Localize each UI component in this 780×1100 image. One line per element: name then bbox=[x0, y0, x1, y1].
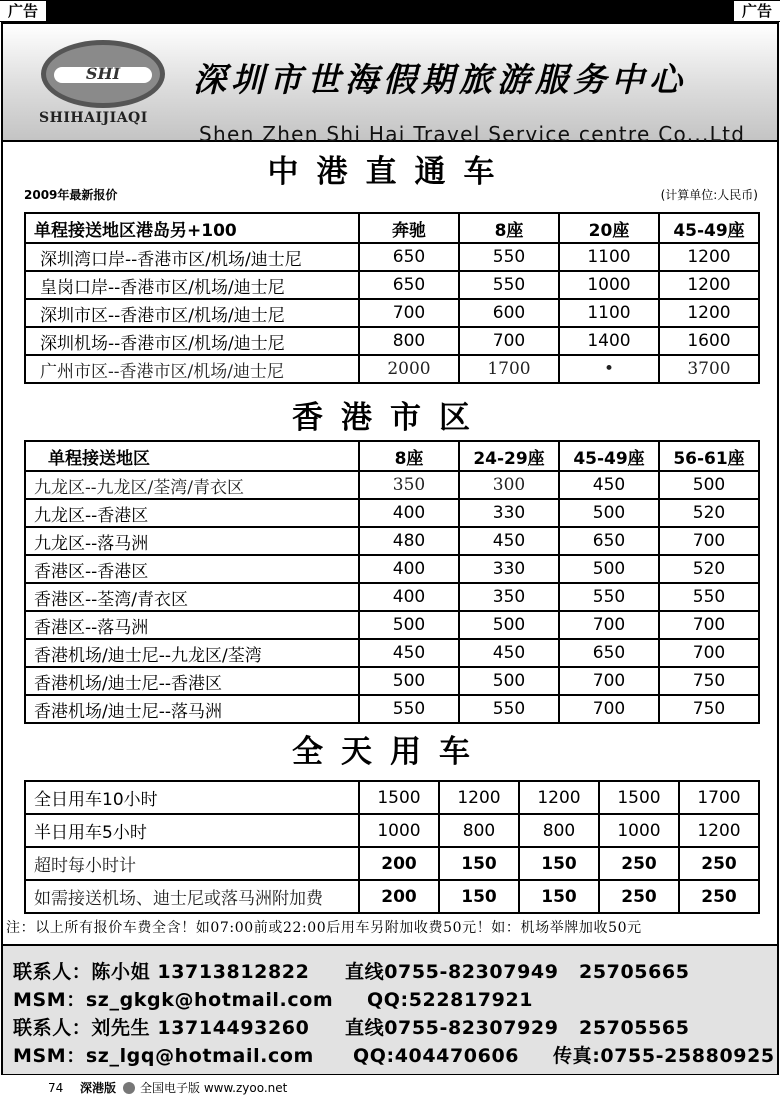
price-cell: 500 bbox=[459, 667, 559, 695]
table-row bbox=[25, 695, 759, 723]
price-cell: 800 bbox=[439, 814, 519, 847]
table-header-row bbox=[25, 441, 759, 471]
price-cell: 400 bbox=[359, 499, 459, 527]
price-cell: 250 bbox=[679, 880, 759, 913]
price-cell: 550 bbox=[459, 695, 559, 723]
contact-person-1: 联系人：陈小姐 13713812822 bbox=[13, 961, 310, 983]
ad-label-left: 广告 bbox=[0, 1, 46, 21]
price-cell: 800 bbox=[359, 327, 459, 355]
edition-label: 深港版 bbox=[80, 1081, 117, 1095]
table-header-cell: 20座 bbox=[559, 213, 659, 243]
table-header-cell: 56-61座 bbox=[659, 441, 759, 471]
table-row bbox=[25, 271, 759, 299]
route-cell: 九龙区--落马洲 bbox=[25, 527, 359, 555]
price-cell: 1200 bbox=[519, 781, 599, 814]
price-cell: 520 bbox=[659, 499, 759, 527]
price-cell: 400 bbox=[359, 583, 459, 611]
price-cell: 700 bbox=[359, 299, 459, 327]
route-cell: 如需接送机场、迪士尼或落马洲附加费 bbox=[25, 880, 359, 913]
price-notice: 注：以上所有报价车费全含！如07:00前或22:00后用车另附加收费50元！如：机场举牌加收50元 bbox=[6, 920, 642, 936]
section-title-hk-urban: 香港市区 bbox=[292, 400, 488, 436]
price-cell: 500 bbox=[659, 471, 759, 499]
price-cell: 150 bbox=[519, 847, 599, 880]
qq-1: QQ:522817921 bbox=[367, 989, 534, 1011]
price-cell: 650 bbox=[359, 271, 459, 299]
price-cell: 550 bbox=[459, 243, 559, 271]
price-cell: 450 bbox=[359, 639, 459, 667]
price-cell: 700 bbox=[659, 527, 759, 555]
logo-text: SHIHAIJIAQI bbox=[39, 110, 148, 126]
price-cell: 500 bbox=[359, 611, 459, 639]
price-cell: 500 bbox=[559, 555, 659, 583]
price-cell: 1000 bbox=[599, 814, 679, 847]
msm-1: MSM：sz_gkgk@hotmail.com bbox=[13, 989, 334, 1011]
price-cell: 500 bbox=[359, 667, 459, 695]
unit-note: (计算单位:人民币) bbox=[660, 188, 758, 202]
route-cell: 半日用车5小时 bbox=[25, 814, 359, 847]
price-cell: • bbox=[559, 355, 659, 383]
price-cell: 200 bbox=[359, 880, 439, 913]
table-row bbox=[25, 781, 759, 814]
price-cell: 450 bbox=[559, 471, 659, 499]
year-note: 2009年最新报价 bbox=[24, 188, 118, 202]
table-header-cell: 45-49座 bbox=[559, 441, 659, 471]
price-cell: 550 bbox=[459, 271, 559, 299]
table-row bbox=[25, 667, 759, 695]
table-row bbox=[25, 583, 759, 611]
price-cell: 250 bbox=[599, 847, 679, 880]
price-cell: 150 bbox=[439, 847, 519, 880]
national-edition-url: 全国电子版 www.zyoo.net bbox=[140, 1081, 288, 1095]
contact-person-2: 联系人：刘先生 13714493260 bbox=[13, 1017, 310, 1039]
table-row bbox=[25, 355, 759, 383]
price-cell: 250 bbox=[679, 847, 759, 880]
route-cell: 深圳湾口岸--香港市区/机场/迪士尼 bbox=[25, 243, 359, 271]
price-cell: 1500 bbox=[359, 781, 439, 814]
table-header-cell: 奔驰 bbox=[359, 213, 459, 243]
price-cell: 350 bbox=[359, 471, 459, 499]
page-footer bbox=[0, 1080, 780, 1098]
price-cell: 480 bbox=[359, 527, 459, 555]
table-row bbox=[25, 527, 759, 555]
table-header-cell: 8座 bbox=[459, 213, 559, 243]
price-cell: 1200 bbox=[679, 814, 759, 847]
edition-badge-icon bbox=[123, 1082, 135, 1094]
price-cell: 650 bbox=[559, 639, 659, 667]
route-cell: 皇岗口岸--香港市区/机场/迪士尼 bbox=[25, 271, 359, 299]
table-row bbox=[25, 327, 759, 355]
route-cell: 全日用车10小时 bbox=[25, 781, 359, 814]
price-cell: 330 bbox=[459, 555, 559, 583]
table-row bbox=[25, 847, 759, 880]
price-cell: 400 bbox=[359, 555, 459, 583]
table-row bbox=[25, 639, 759, 667]
price-cell: 2000 bbox=[359, 355, 459, 383]
table-row bbox=[25, 471, 759, 499]
price-cell: 330 bbox=[459, 499, 559, 527]
price-cell: 1700 bbox=[679, 781, 759, 814]
ad-bar bbox=[0, 0, 780, 22]
price-cell: 3700 bbox=[659, 355, 759, 383]
full-day-price-table bbox=[24, 780, 760, 914]
price-cell: 1000 bbox=[559, 271, 659, 299]
price-cell: 1500 bbox=[599, 781, 679, 814]
price-cell: 1000 bbox=[359, 814, 439, 847]
route-cell: 香港区--落马洲 bbox=[25, 611, 359, 639]
route-cell: 超时每小时计 bbox=[25, 847, 359, 880]
price-cell: 1100 bbox=[559, 243, 659, 271]
route-cell: 九龙区--香港区 bbox=[25, 499, 359, 527]
price-cell: 750 bbox=[659, 667, 759, 695]
table-row bbox=[25, 611, 759, 639]
table-row bbox=[25, 814, 759, 847]
route-cell: 香港机场/迪士尼--香港区 bbox=[25, 667, 359, 695]
price-cell: 750 bbox=[659, 695, 759, 723]
price-cell: 550 bbox=[659, 583, 759, 611]
price-cell: 700 bbox=[659, 611, 759, 639]
route-cell: 广州市区--香港市区/机场/迪士尼 bbox=[25, 355, 359, 383]
table-row bbox=[25, 555, 759, 583]
price-cell: 150 bbox=[519, 880, 599, 913]
price-cell: 200 bbox=[359, 847, 439, 880]
qq-2: QQ:404470606 bbox=[353, 1045, 520, 1067]
price-cell: 1100 bbox=[559, 299, 659, 327]
section-title-full-day: 全天用车 bbox=[292, 734, 488, 770]
table-row bbox=[25, 243, 759, 271]
route-cell: 深圳市区--香港市区/机场/迪士尼 bbox=[25, 299, 359, 327]
price-cell: 150 bbox=[439, 880, 519, 913]
msm-2: MSM：sz_lgq@hotmail.com bbox=[13, 1045, 314, 1067]
direct-line-2: 直线0755-82307929 bbox=[345, 1017, 559, 1039]
contact-panel bbox=[3, 944, 777, 1074]
table-row bbox=[25, 299, 759, 327]
price-cell: 1200 bbox=[439, 781, 519, 814]
table-row bbox=[25, 499, 759, 527]
table-row bbox=[25, 880, 759, 913]
company-name-cn: 深圳市世海假期旅游服务中心 bbox=[193, 60, 687, 99]
price-cell: 450 bbox=[459, 639, 559, 667]
route-cell: 香港机场/迪士尼--九龙区/荃湾 bbox=[25, 639, 359, 667]
section-title-cross-border: 中港直通车 bbox=[267, 154, 513, 190]
price-cell: 550 bbox=[359, 695, 459, 723]
price-cell: 650 bbox=[359, 243, 459, 271]
phone-alt-1: 25705665 bbox=[579, 961, 690, 983]
price-cell: 520 bbox=[659, 555, 759, 583]
price-cell: 300 bbox=[459, 471, 559, 499]
logo-mark: SHI bbox=[85, 64, 121, 83]
company-logo bbox=[41, 40, 165, 108]
price-cell: 650 bbox=[559, 527, 659, 555]
table-header-cell: 单程接送地区港岛另+100 bbox=[25, 213, 359, 243]
table-header-cell: 8座 bbox=[359, 441, 459, 471]
price-cell: 700 bbox=[659, 639, 759, 667]
price-cell: 600 bbox=[459, 299, 559, 327]
direct-line-1: 直线0755-82307949 bbox=[345, 961, 559, 983]
price-cell: 800 bbox=[519, 814, 599, 847]
table-header-cell: 45-49座 bbox=[659, 213, 759, 243]
route-cell: 香港区--香港区 bbox=[25, 555, 359, 583]
phone-alt-2: 25705565 bbox=[579, 1017, 690, 1039]
price-cell: 1400 bbox=[559, 327, 659, 355]
page-number: 74 bbox=[48, 1081, 64, 1095]
company-header bbox=[3, 24, 777, 146]
route-cell: 香港机场/迪士尼--落马洲 bbox=[25, 695, 359, 723]
price-cell: 350 bbox=[459, 583, 559, 611]
price-cell: 1200 bbox=[659, 243, 759, 271]
fax: 传真:0755-25880925 bbox=[553, 1045, 775, 1067]
price-cell: 700 bbox=[559, 611, 659, 639]
route-cell: 香港区--荃湾/青衣区 bbox=[25, 583, 359, 611]
hk-urban-price-table bbox=[24, 440, 760, 724]
price-cell: 450 bbox=[459, 527, 559, 555]
price-cell: 500 bbox=[459, 611, 559, 639]
cross-border-price-table bbox=[24, 212, 760, 384]
price-cell: 700 bbox=[559, 695, 659, 723]
price-cell: 700 bbox=[559, 667, 659, 695]
route-cell: 深圳机场--香港市区/机场/迪士尼 bbox=[25, 327, 359, 355]
price-cell: 1200 bbox=[659, 299, 759, 327]
table-header-cell: 24-29座 bbox=[459, 441, 559, 471]
route-cell: 九龙区--九龙区/荃湾/青衣区 bbox=[25, 471, 359, 499]
price-cell: 250 bbox=[599, 880, 679, 913]
company-name-en: Shen Zhen Shi Hai Travel Service centre Co...Ltd bbox=[199, 122, 746, 146]
price-cell: 1600 bbox=[659, 327, 759, 355]
price-cell: 500 bbox=[559, 499, 659, 527]
table-header-row bbox=[25, 213, 759, 243]
price-cell: 550 bbox=[559, 583, 659, 611]
price-cell: 1700 bbox=[459, 355, 559, 383]
price-cell: 1200 bbox=[659, 271, 759, 299]
price-cell: 700 bbox=[459, 327, 559, 355]
ad-label-right: 广告 bbox=[734, 1, 780, 21]
table-header-cell: 单程接送地区 bbox=[25, 441, 359, 471]
